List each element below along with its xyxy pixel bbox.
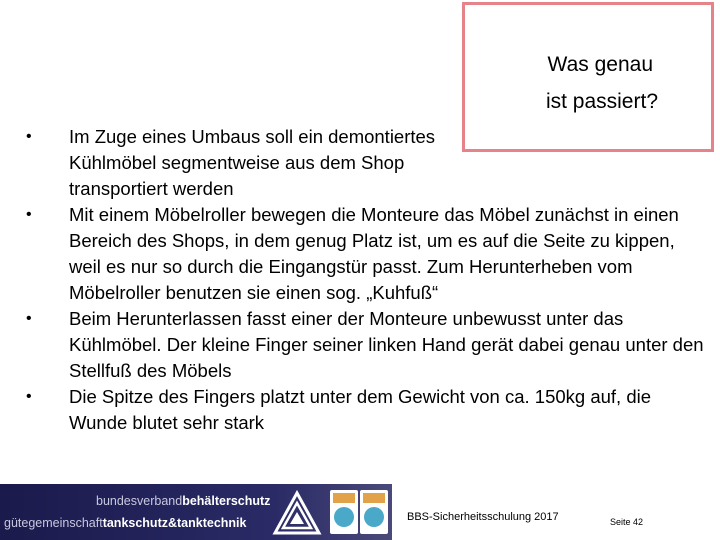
bullet-dot: • xyxy=(26,128,32,145)
title-line-2: ist passiert? xyxy=(545,90,658,113)
bullet-text: Mit einem Möbelroller bewegen die Monteure das Möbel zunächst in einen Bereich des Shops, in dem genug Platz ist, um es auf die Seite zu kippen, weil es nur so durch die Eingangstür passt. Zum Herunterheben vom Möbelroller benutzen sie einen sog. „Kuhfuß“ xyxy=(69,204,679,303)
certification-seal-icon xyxy=(360,490,388,534)
banner-line-1-prefix: bundesverband xyxy=(96,494,183,508)
bullet-text: Die Spitze des Fingers platzt unter dem Gewicht von ca. 150kg auf, die Wunde blutet sehr stark xyxy=(69,386,652,433)
bullet-text: Beim Herunterlassen fasst einer der Monteure unbewusst unter das Kühlmöbel. Der kleine Finger seiner linken Hand gerät dabei genau unter den Stellfuß des Möbels xyxy=(69,308,704,381)
footer-event-text: BBS-Sicherheitsschulung 2017 xyxy=(407,511,559,523)
bullet-item xyxy=(26,384,706,436)
triangle-logo-icon xyxy=(272,490,322,536)
banner-line-2-bold: tankschutz&tanktechnik xyxy=(102,516,247,530)
bullet-list xyxy=(26,124,706,436)
bullet-item xyxy=(26,124,499,202)
banner-line-1 xyxy=(96,494,270,508)
footer-banner xyxy=(0,484,392,540)
title-line-1: Was genau xyxy=(547,53,653,76)
banner-line-2 xyxy=(4,516,246,530)
page-number: Seite 42 xyxy=(610,517,644,527)
bullet-text: Im Zuge eines Umbaus soll ein demontiertes Kühlmöbel segmentweise aus dem Shop transportiert werden xyxy=(69,126,436,199)
bullet-dot: • xyxy=(26,310,32,327)
bullet-item xyxy=(26,202,706,306)
banner-line-1-bold: behälterschutz xyxy=(182,494,271,508)
certification-seal-icon xyxy=(330,490,358,534)
banner-line-2-prefix: gütegemeinschaft xyxy=(4,516,103,530)
bullet-item xyxy=(26,306,706,384)
bullet-dot: • xyxy=(26,206,32,223)
bullet-dot: • xyxy=(26,388,32,405)
